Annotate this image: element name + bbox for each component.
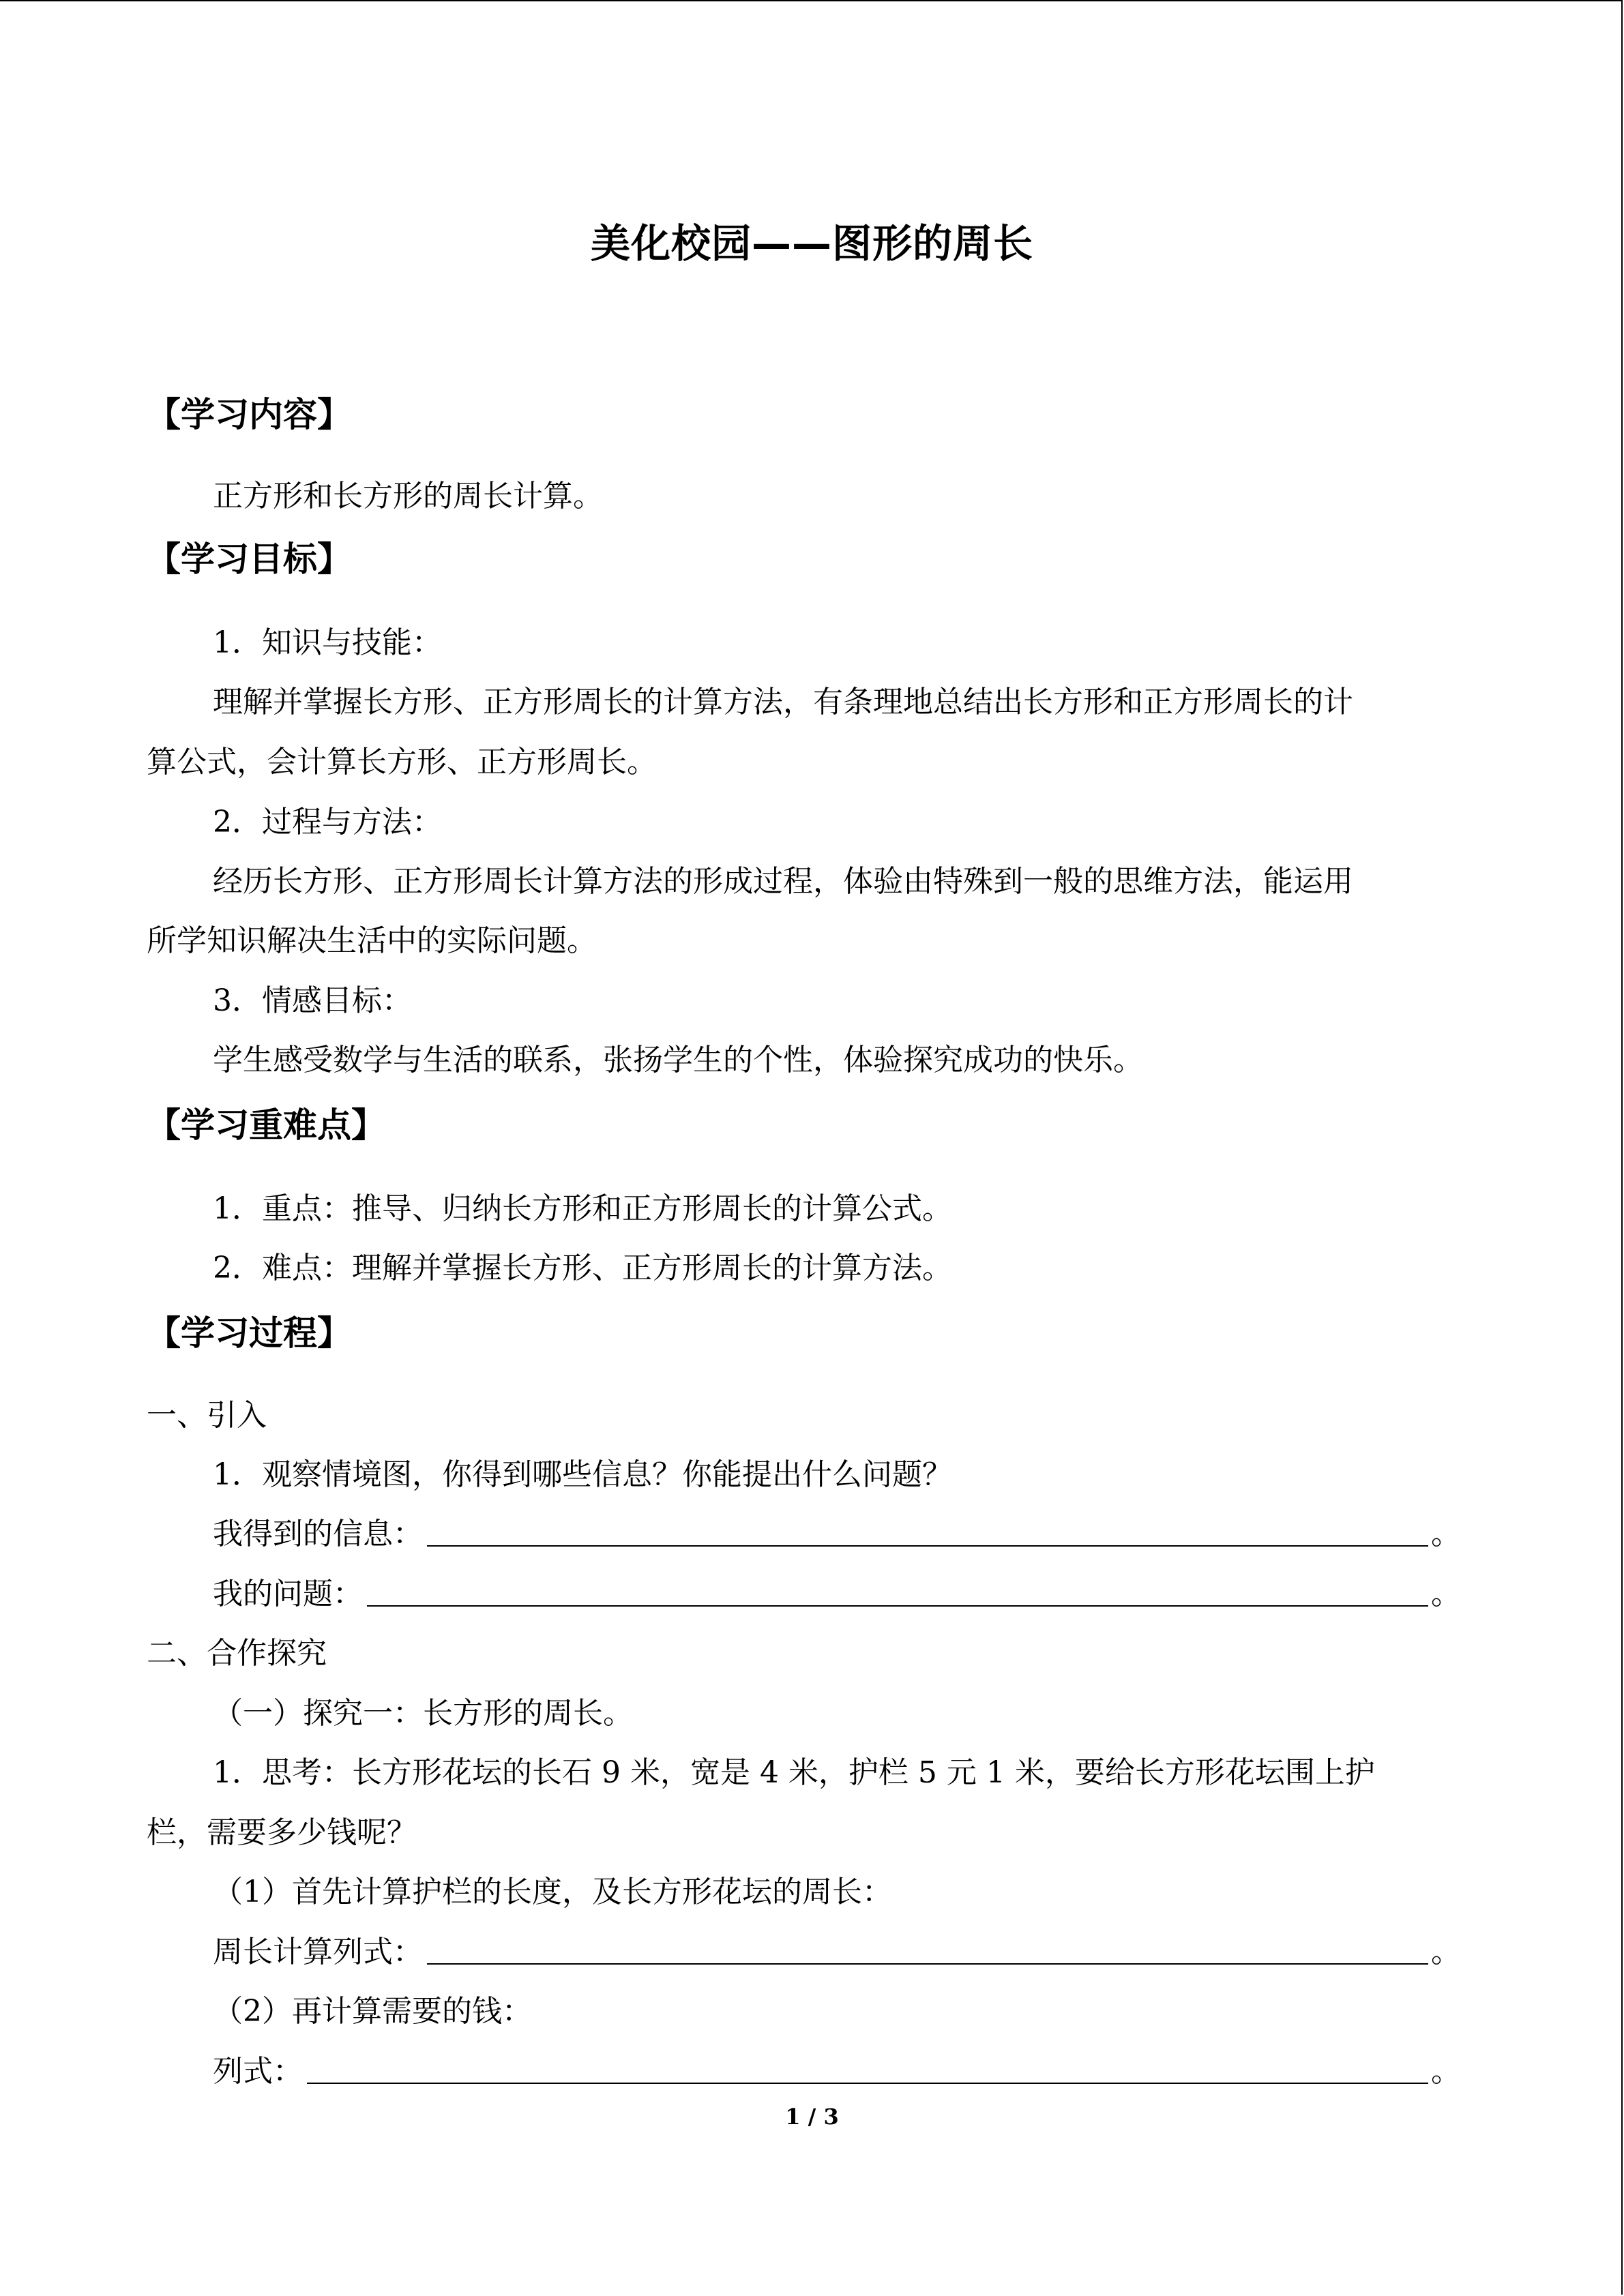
info-end-mark: 。	[1431, 1517, 1461, 1551]
step-1: （1）首先计算护栏的长度，及长方形花坛的周长：	[213, 1875, 892, 1909]
formula-blank[interactable]	[307, 2055, 1428, 2084]
question-label: 我的问题：	[213, 1577, 363, 1611]
part-2-title: 二、合作探究	[147, 1636, 327, 1671]
think-line-2: 栏，需要多少钱呢？	[147, 1815, 417, 1850]
goal-2-line-2: 所学知识解决生活中的实际问题。	[147, 923, 597, 958]
goal-1-title: 1．知识与技能：	[213, 625, 442, 660]
info-blank[interactable]	[427, 1518, 1428, 1547]
document-title: 美化校园——图形的周长	[590, 220, 1033, 267]
goal-1-line-2: 算公式，会计算长方形、正方形周长。	[147, 745, 657, 779]
question-blank[interactable]	[367, 1578, 1428, 1607]
explore-1-title: （一）探究一：长方形的周长。	[213, 1696, 633, 1731]
perimeter-blank[interactable]	[427, 1936, 1428, 1965]
page-indicator: 1 / 3	[785, 2104, 839, 2130]
goal-2-title: 2．过程与方法：	[213, 805, 442, 839]
goal-2-line-1: 经历长方形、正方形周长计算方法的形成过程，体验由特殊到一般的思维方法，能运用	[213, 864, 1353, 899]
formula-fill-row	[213, 2053, 1461, 2091]
heading-key-points: 【学习重难点】	[147, 1105, 385, 1145]
info-label: 我得到的信息：	[213, 1517, 423, 1551]
heading-goals: 【学习目标】	[147, 539, 351, 579]
content-text: 正方形和长方形的周长计算。	[213, 479, 603, 513]
part-1-title: 一、引入	[147, 1398, 267, 1433]
heading-process: 【学习过程】	[147, 1313, 351, 1353]
goal-3-line-1: 学生感受数学与生活的联系，张扬学生的个性，体验探究成功的快乐。	[213, 1043, 1143, 1077]
key-point-2: 2．难点：理解并掌握长方形、正方形周长的计算方法。	[213, 1251, 952, 1285]
step-2: （2）再计算需要的钱：	[213, 1994, 532, 2029]
goal-3-title: 3．情感目标：	[213, 983, 412, 1018]
key-point-1: 1．重点：推导、归纳长方形和正方形周长的计算公式。	[213, 1191, 952, 1226]
formula-end-mark: 。	[1431, 2054, 1461, 2089]
info-fill-row	[213, 1515, 1461, 1553]
question-1: 1．观察情境图，你得到哪些信息？你能提出什么问题？	[213, 1457, 952, 1492]
perimeter-end-mark: 。	[1431, 1935, 1461, 1969]
question-fill-row	[213, 1575, 1461, 1613]
formula-label: 列式：	[213, 2054, 303, 2089]
perimeter-fill-row	[213, 1933, 1461, 1971]
heading-content: 【学习内容】	[147, 395, 351, 434]
think-line-1: 1．思考：长方形花坛的长石 9 米，宽是 4 米，护栏 5 元 1 米，要给长方形花坛围上护	[213, 1755, 1375, 1790]
goal-1-line-1: 理解并掌握长方形、正方形周长的计算方法，有条理地总结出长方形和正方形周长的计	[213, 685, 1353, 719]
perimeter-label: 周长计算列式：	[213, 1935, 423, 1969]
question-end-mark: 。	[1431, 1577, 1461, 1611]
